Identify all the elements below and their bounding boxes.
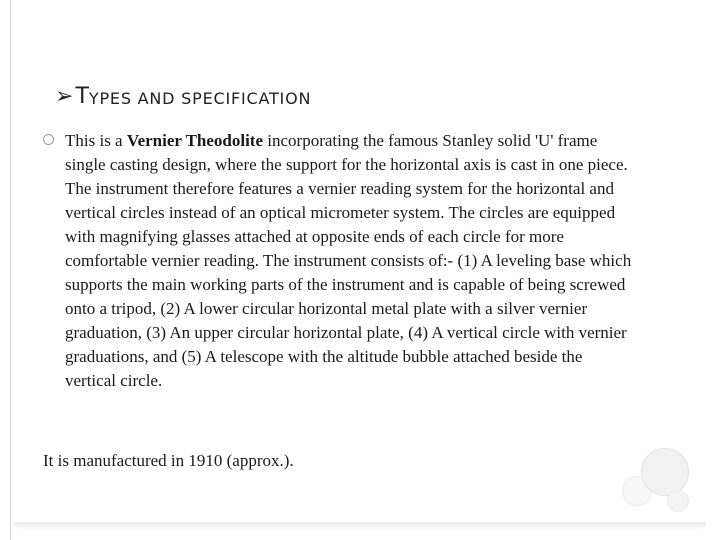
bottom-shadow xyxy=(14,522,706,530)
decorative-circle-tiny xyxy=(667,490,689,512)
closing-sentence: It is manufactured in 1910 (approx.). xyxy=(43,451,294,470)
arrow-bullet-icon: ➢ xyxy=(55,84,74,109)
title-first-letter: T xyxy=(75,84,89,109)
slide-title xyxy=(55,72,311,108)
title-rest: YPES AND SPECIFICATION xyxy=(88,89,312,109)
description-paragraph xyxy=(65,129,635,393)
decorative-circle-large xyxy=(641,448,689,496)
paragraph-intro: This is a xyxy=(65,131,127,150)
circle-bullet-icon xyxy=(43,134,54,145)
instrument-name: Vernier Theodolite xyxy=(126,131,264,150)
paragraph-body: incorporating the famous Stanley solid 'U' frame single casting design, where the support for the horizontal axis is cast in one piece. The instrument therefore features a vernier reading system for the horizontal and vertical circles instead of an optical micrometer system. The circles are equipped with magnifying glasses attached at opposite ends of each circle for more comfortable vernier reading. The instrument consists of:- (1) A leveling base which supports the main working parts of the instrument and is capable of being screwed onto a tripod, (2) A lower circular horizontal metal plate with a silver vernier graduation, (3) An upper circular horizontal plate, (4) A vertical circle with vernier graduations, and (5) A telescope with the altitude bubble attached beside the vertical circle. xyxy=(65,131,632,390)
left-border-line xyxy=(10,0,11,540)
